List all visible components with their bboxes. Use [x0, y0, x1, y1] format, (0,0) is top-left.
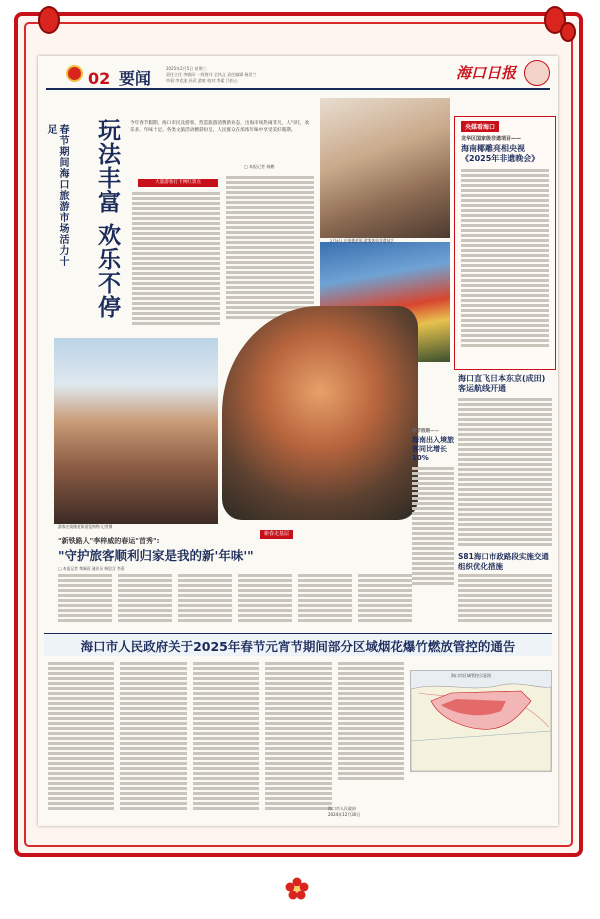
header-rule [46, 88, 550, 90]
box-overline: 龙华区国家级非遗项目—— [461, 136, 522, 142]
feature-text-col-2 [226, 176, 314, 326]
photo-old-town-street [54, 338, 218, 524]
box-text [461, 169, 549, 363]
feature-byline: □ 本报记者 杨鹏 [244, 164, 275, 169]
quote-story-tag [260, 530, 293, 539]
feature-kicker: 春节期间海口旅游市场活力十足 [45, 124, 68, 267]
lantern-left-icon [38, 6, 60, 34]
quote-story-text [58, 574, 412, 628]
mid-story [412, 428, 454, 618]
section-name: 要闻 [118, 69, 151, 88]
story-traffic-text [458, 574, 552, 626]
quote-story-overline: "新铁路人"李梓威的春运"首秀": [58, 537, 160, 545]
lantern-right-icon-2 [560, 22, 576, 42]
header-emblem-icon [66, 65, 83, 82]
quote-story-headline: "守护旅客顺利归家是我的新'年味'" [58, 548, 254, 563]
quote-story-byline: □ 本报记者 黎佩蓉 通讯员 韩思含 李嘉 [58, 566, 125, 571]
photo-shopping-street [320, 98, 450, 238]
story-traffic-headline: S81海口市政路段实施交通组织优化措施 [458, 552, 549, 571]
box-tag: 央媒看海口 [461, 121, 499, 132]
photo-caption-1: 2月4日,在骑楼老街,游客体验非遗技艺 [330, 238, 395, 243]
feature-headline: 玩法丰富 欢乐不停 [94, 118, 121, 320]
notice-date: 2024年12月30日 [328, 812, 361, 817]
notice-text [48, 662, 404, 812]
story-flight-text [458, 398, 552, 548]
map-title: 海口市区域管控示意图 [451, 673, 491, 678]
photo-child-lantern [222, 306, 418, 520]
box-headline: 海南椰雕亮相央视《2025年非遗晚会》 [461, 144, 540, 163]
feature-text-col-1 [132, 192, 220, 330]
map-graphic [411, 671, 551, 771]
story-flight-headline: 海口直飞日本东京(成田)客运航线开通 [458, 374, 546, 393]
header-ornament-icon [524, 60, 550, 86]
photo-caption-2: 游客在骑楼老街游览购物 记者摄 [58, 524, 113, 529]
section-number: 02 [88, 69, 111, 88]
meta-line: 2025年2月5日 星期三 [166, 66, 207, 71]
meta-line: 责任主任 李敏同 一线签刊 全执文 责任编辑 杨崇兰 [166, 72, 257, 77]
notice-footer: 海口市人民政府 [328, 806, 356, 811]
control-zone-map [410, 670, 552, 772]
meta-line: 审看:李克池 孙武 游旅 校对:李素 吕松心 [166, 78, 238, 83]
notice-headline: 海口市人民政府关于2025年春节元宵节期间部分区域烟花爆竹燃放管控的通告 [80, 639, 516, 654]
feature-subhead: 大量游客打卡网红景点 [138, 179, 218, 187]
header-meta [166, 66, 266, 84]
feature-lead: 今年春节假期，海口市民及游客，营造旅游消费新业态，出海市场热闹非凡，人气旺，欢乐多，年味十足。各类文旅活动精彩纷呈，人民群众在浓浓年味中享受美好假期。 [130, 121, 310, 133]
cctv-feature-box [454, 116, 556, 370]
section-header [88, 66, 151, 89]
newspaper-page [38, 56, 558, 826]
masthead-logo: 海口日报 [455, 64, 516, 82]
mid-story-headline: 海南出入境旅客同比增长10% [412, 436, 454, 462]
mid-story-tag: 春节假期—— [412, 429, 439, 434]
quote-story-tag-text: 新春走基层 [264, 531, 290, 537]
plum-blossom-icon [284, 876, 310, 902]
